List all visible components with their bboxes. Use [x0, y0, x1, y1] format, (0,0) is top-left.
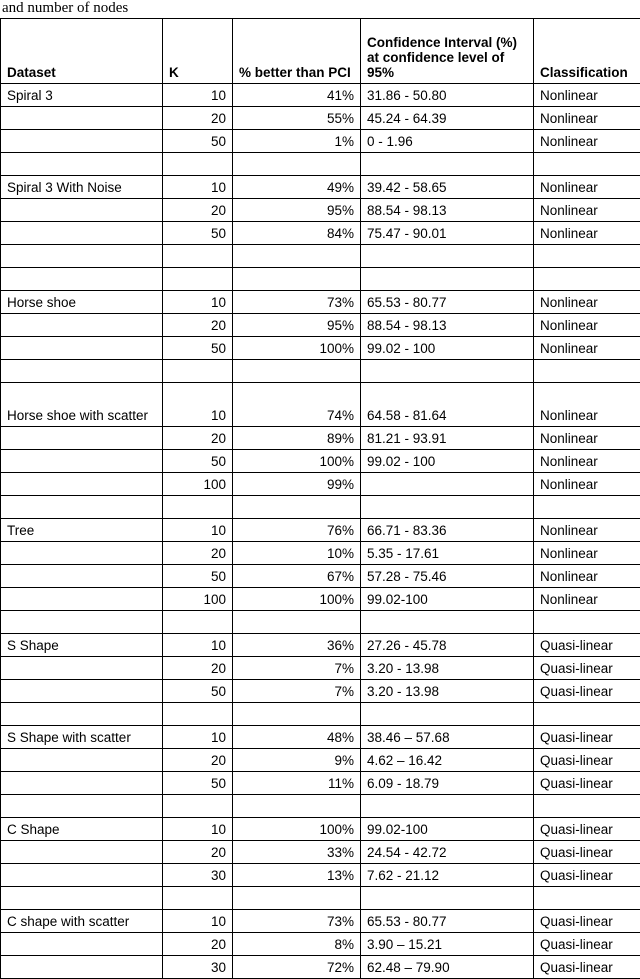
cell-confidence-interval: 88.54 - 98.13	[361, 199, 534, 222]
cell-k: 10	[163, 818, 233, 841]
cell-k: 20	[163, 749, 233, 772]
cell-confidence-interval: 62.48 – 79.90	[361, 956, 534, 979]
cell-dataset	[1, 245, 163, 268]
cell-dataset: Horse shoe	[1, 291, 163, 314]
table-row	[1, 337, 640, 360]
cell-better-than-pci: 89%	[233, 427, 361, 450]
table-row	[1, 84, 640, 107]
cell-classification: Quasi-linear	[534, 841, 640, 864]
cell-k: 10	[163, 383, 233, 427]
cell-confidence-interval	[361, 473, 534, 496]
header-classification: Classification	[534, 19, 640, 84]
cell-k: 10	[163, 176, 233, 199]
cell-dataset	[1, 565, 163, 588]
cell-classification: Nonlinear	[534, 291, 640, 314]
table-row	[1, 680, 640, 703]
cell-better-than-pci: 95%	[233, 199, 361, 222]
cell-classification	[534, 245, 640, 268]
cell-confidence-interval: 4.62 – 16.42	[361, 749, 534, 772]
cell-classification: Quasi-linear	[534, 772, 640, 795]
header-better-than-pci: % better than PCI	[233, 19, 361, 84]
cell-k: 10	[163, 84, 233, 107]
cell-confidence-interval: 65.53 - 80.77	[361, 910, 534, 933]
cell-dataset	[1, 887, 163, 910]
cell-better-than-pci: 95%	[233, 314, 361, 337]
cell-better-than-pci	[233, 795, 361, 818]
cell-dataset	[1, 314, 163, 337]
cell-confidence-interval	[361, 887, 534, 910]
cell-classification	[534, 795, 640, 818]
cell-dataset: Spiral 3	[1, 84, 163, 107]
cell-better-than-pci	[233, 496, 361, 519]
table-row	[1, 565, 640, 588]
cell-confidence-interval: 3.90 – 15.21	[361, 933, 534, 956]
cell-confidence-interval: 45.24 - 64.39	[361, 107, 534, 130]
table-row	[1, 703, 640, 726]
cell-k: 20	[163, 542, 233, 565]
cell-classification: Nonlinear	[534, 314, 640, 337]
header-row	[1, 19, 640, 84]
cell-k: 50	[163, 565, 233, 588]
cell-classification: Nonlinear	[534, 427, 640, 450]
table-row	[1, 107, 640, 130]
table-row	[1, 933, 640, 956]
cell-k: 10	[163, 519, 233, 542]
cell-k: 10	[163, 726, 233, 749]
table-row	[1, 360, 640, 383]
results-table	[0, 18, 640, 979]
cell-better-than-pci: 74%	[233, 383, 361, 427]
table-row	[1, 199, 640, 222]
cell-classification: Nonlinear	[534, 84, 640, 107]
cell-classification	[534, 703, 640, 726]
table-row	[1, 956, 640, 979]
cell-dataset	[1, 427, 163, 450]
table-row	[1, 383, 640, 427]
cell-better-than-pci: 72%	[233, 956, 361, 979]
cell-classification: Nonlinear	[534, 519, 640, 542]
cell-k	[163, 268, 233, 291]
cell-confidence-interval: 99.02 - 100	[361, 337, 534, 360]
cell-classification	[534, 153, 640, 176]
cell-dataset	[1, 542, 163, 565]
table-row	[1, 130, 640, 153]
cell-classification: Quasi-linear	[534, 818, 640, 841]
cell-k: 30	[163, 864, 233, 887]
cell-better-than-pci	[233, 245, 361, 268]
cell-k: 50	[163, 337, 233, 360]
cell-better-than-pci	[233, 887, 361, 910]
cell-dataset	[1, 680, 163, 703]
cell-k: 10	[163, 634, 233, 657]
cell-better-than-pci: 10%	[233, 542, 361, 565]
table-row	[1, 772, 640, 795]
cell-dataset	[1, 268, 163, 291]
cell-k: 30	[163, 956, 233, 979]
cell-dataset	[1, 611, 163, 634]
cell-dataset: C shape with scatter	[1, 910, 163, 933]
table-row	[1, 450, 640, 473]
cell-dataset	[1, 473, 163, 496]
cell-k: 20	[163, 933, 233, 956]
cell-classification: Nonlinear	[534, 130, 640, 153]
cell-classification: Nonlinear	[534, 473, 640, 496]
cell-k: 100	[163, 473, 233, 496]
cell-confidence-interval: 64.58 - 81.64	[361, 383, 534, 427]
cell-dataset: Tree	[1, 519, 163, 542]
cell-classification: Nonlinear	[534, 565, 640, 588]
cell-classification: Nonlinear	[534, 176, 640, 199]
cell-better-than-pci: 73%	[233, 910, 361, 933]
table-row	[1, 795, 640, 818]
cell-better-than-pci: 41%	[233, 84, 361, 107]
cell-k: 100	[163, 588, 233, 611]
cell-classification: Nonlinear	[534, 542, 640, 565]
cell-dataset	[1, 450, 163, 473]
cell-dataset	[1, 337, 163, 360]
cell-k	[163, 795, 233, 818]
table-row	[1, 634, 640, 657]
cell-dataset: Horse shoe with scatter	[1, 383, 163, 427]
table-row	[1, 910, 640, 933]
cell-dataset	[1, 956, 163, 979]
cell-confidence-interval: 75.47 - 90.01	[361, 222, 534, 245]
cell-classification: Nonlinear	[534, 199, 640, 222]
cell-better-than-pci	[233, 153, 361, 176]
cell-better-than-pci	[233, 268, 361, 291]
table-row	[1, 657, 640, 680]
cell-classification	[534, 611, 640, 634]
cell-better-than-pci: 48%	[233, 726, 361, 749]
cell-k	[163, 153, 233, 176]
cell-dataset	[1, 795, 163, 818]
cell-dataset	[1, 107, 163, 130]
cell-dataset	[1, 703, 163, 726]
cell-dataset	[1, 772, 163, 795]
cell-dataset: Spiral 3 With Noise	[1, 176, 163, 199]
header-k: K	[163, 19, 233, 84]
cell-classification: Nonlinear	[534, 588, 640, 611]
cell-confidence-interval	[361, 360, 534, 383]
cell-k	[163, 703, 233, 726]
cell-k: 50	[163, 130, 233, 153]
cell-dataset	[1, 933, 163, 956]
cell-classification: Nonlinear	[534, 383, 640, 427]
table-row	[1, 176, 640, 199]
cell-confidence-interval: 66.71 - 83.36	[361, 519, 534, 542]
cell-confidence-interval: 7.62 - 21.12	[361, 864, 534, 887]
cell-better-than-pci: 36%	[233, 634, 361, 657]
cell-better-than-pci	[233, 611, 361, 634]
cell-classification	[534, 496, 640, 519]
cell-confidence-interval: 99.02-100	[361, 818, 534, 841]
cell-better-than-pci	[233, 360, 361, 383]
cell-better-than-pci: 100%	[233, 450, 361, 473]
table-row	[1, 818, 640, 841]
cell-k: 50	[163, 450, 233, 473]
cell-better-than-pci: 100%	[233, 588, 361, 611]
table-row	[1, 268, 640, 291]
cell-classification: Nonlinear	[534, 337, 640, 360]
cell-classification	[534, 360, 640, 383]
cell-classification: Quasi-linear	[534, 749, 640, 772]
cell-k: 50	[163, 222, 233, 245]
cell-better-than-pci: 11%	[233, 772, 361, 795]
cell-dataset: S Shape	[1, 634, 163, 657]
table-caption: and number of nodes	[2, 0, 128, 18]
cell-better-than-pci: 7%	[233, 680, 361, 703]
cell-confidence-interval	[361, 795, 534, 818]
cell-confidence-interval: 3.20 - 13.98	[361, 657, 534, 680]
table-row	[1, 542, 640, 565]
cell-k: 20	[163, 841, 233, 864]
cell-k: 20	[163, 427, 233, 450]
table-row	[1, 841, 640, 864]
cell-better-than-pci: 9%	[233, 749, 361, 772]
cell-classification: Nonlinear	[534, 222, 640, 245]
cell-better-than-pci: 67%	[233, 565, 361, 588]
cell-dataset: S Shape with scatter	[1, 726, 163, 749]
table-row	[1, 153, 640, 176]
cell-confidence-interval	[361, 153, 534, 176]
cell-better-than-pci: 33%	[233, 841, 361, 864]
cell-confidence-interval: 39.42 - 58.65	[361, 176, 534, 199]
cell-dataset	[1, 864, 163, 887]
cell-dataset	[1, 496, 163, 519]
cell-dataset	[1, 841, 163, 864]
cell-better-than-pci: 55%	[233, 107, 361, 130]
cell-better-than-pci: 49%	[233, 176, 361, 199]
table-row	[1, 749, 640, 772]
cell-better-than-pci: 100%	[233, 337, 361, 360]
cell-better-than-pci: 8%	[233, 933, 361, 956]
cell-better-than-pci: 13%	[233, 864, 361, 887]
table-row	[1, 887, 640, 910]
cell-dataset	[1, 749, 163, 772]
cell-better-than-pci	[233, 703, 361, 726]
cell-confidence-interval: 38.46 – 57.68	[361, 726, 534, 749]
table-row	[1, 473, 640, 496]
cell-confidence-interval: 88.54 - 98.13	[361, 314, 534, 337]
cell-classification: Quasi-linear	[534, 933, 640, 956]
table-row	[1, 496, 640, 519]
cell-confidence-interval: 5.35 - 17.61	[361, 542, 534, 565]
cell-k: 10	[163, 910, 233, 933]
cell-k	[163, 496, 233, 519]
cell-better-than-pci: 84%	[233, 222, 361, 245]
cell-classification: Quasi-linear	[534, 910, 640, 933]
cell-k: 50	[163, 772, 233, 795]
cell-classification: Quasi-linear	[534, 956, 640, 979]
cell-dataset	[1, 153, 163, 176]
cell-k: 20	[163, 199, 233, 222]
cell-confidence-interval: 3.20 - 13.98	[361, 680, 534, 703]
cell-confidence-interval	[361, 245, 534, 268]
table-row	[1, 427, 640, 450]
table-row	[1, 291, 640, 314]
cell-classification: Quasi-linear	[534, 864, 640, 887]
table-row	[1, 611, 640, 634]
cell-better-than-pci: 1%	[233, 130, 361, 153]
table-row	[1, 314, 640, 337]
cell-confidence-interval: 0 - 1.96	[361, 130, 534, 153]
cell-dataset: C Shape	[1, 818, 163, 841]
cell-classification: Quasi-linear	[534, 634, 640, 657]
cell-confidence-interval	[361, 611, 534, 634]
cell-k	[163, 611, 233, 634]
cell-classification	[534, 887, 640, 910]
cell-better-than-pci: 76%	[233, 519, 361, 542]
cell-better-than-pci: 99%	[233, 473, 361, 496]
cell-better-than-pci: 100%	[233, 818, 361, 841]
cell-dataset	[1, 130, 163, 153]
cell-k: 20	[163, 314, 233, 337]
cell-dataset	[1, 588, 163, 611]
cell-confidence-interval: 99.02-100	[361, 588, 534, 611]
cell-k	[163, 887, 233, 910]
cell-k	[163, 245, 233, 268]
cell-classification: Quasi-linear	[534, 680, 640, 703]
cell-k: 20	[163, 107, 233, 130]
table-row	[1, 245, 640, 268]
cell-confidence-interval	[361, 268, 534, 291]
table-row	[1, 519, 640, 542]
cell-classification: Nonlinear	[534, 450, 640, 473]
table-row	[1, 222, 640, 245]
cell-classification: Quasi-linear	[534, 726, 640, 749]
cell-better-than-pci: 73%	[233, 291, 361, 314]
cell-dataset	[1, 199, 163, 222]
table-body	[1, 84, 640, 979]
cell-dataset	[1, 222, 163, 245]
header-dataset: Dataset	[1, 19, 163, 84]
cell-confidence-interval: 81.21 - 93.91	[361, 427, 534, 450]
header-confidence-interval: Confidence Interval (%) at confidence level of 95%	[361, 19, 534, 84]
cell-confidence-interval: 24.54 - 42.72	[361, 841, 534, 864]
table-row	[1, 588, 640, 611]
cell-k	[163, 360, 233, 383]
cell-confidence-interval: 99.02 - 100	[361, 450, 534, 473]
cell-confidence-interval	[361, 496, 534, 519]
cell-confidence-interval: 65.53 - 80.77	[361, 291, 534, 314]
cell-dataset	[1, 657, 163, 680]
cell-confidence-interval: 31.86 - 50.80	[361, 84, 534, 107]
cell-confidence-interval: 27.26 - 45.78	[361, 634, 534, 657]
cell-classification	[534, 268, 640, 291]
cell-k: 20	[163, 657, 233, 680]
table-row	[1, 726, 640, 749]
cell-confidence-interval	[361, 703, 534, 726]
cell-classification: Nonlinear	[534, 107, 640, 130]
cell-confidence-interval: 57.28 - 75.46	[361, 565, 534, 588]
table-row	[1, 864, 640, 887]
cell-k: 10	[163, 291, 233, 314]
cell-classification: Quasi-linear	[534, 657, 640, 680]
cell-dataset	[1, 360, 163, 383]
cell-better-than-pci: 7%	[233, 657, 361, 680]
cell-k: 50	[163, 680, 233, 703]
cell-confidence-interval: 6.09 - 18.79	[361, 772, 534, 795]
